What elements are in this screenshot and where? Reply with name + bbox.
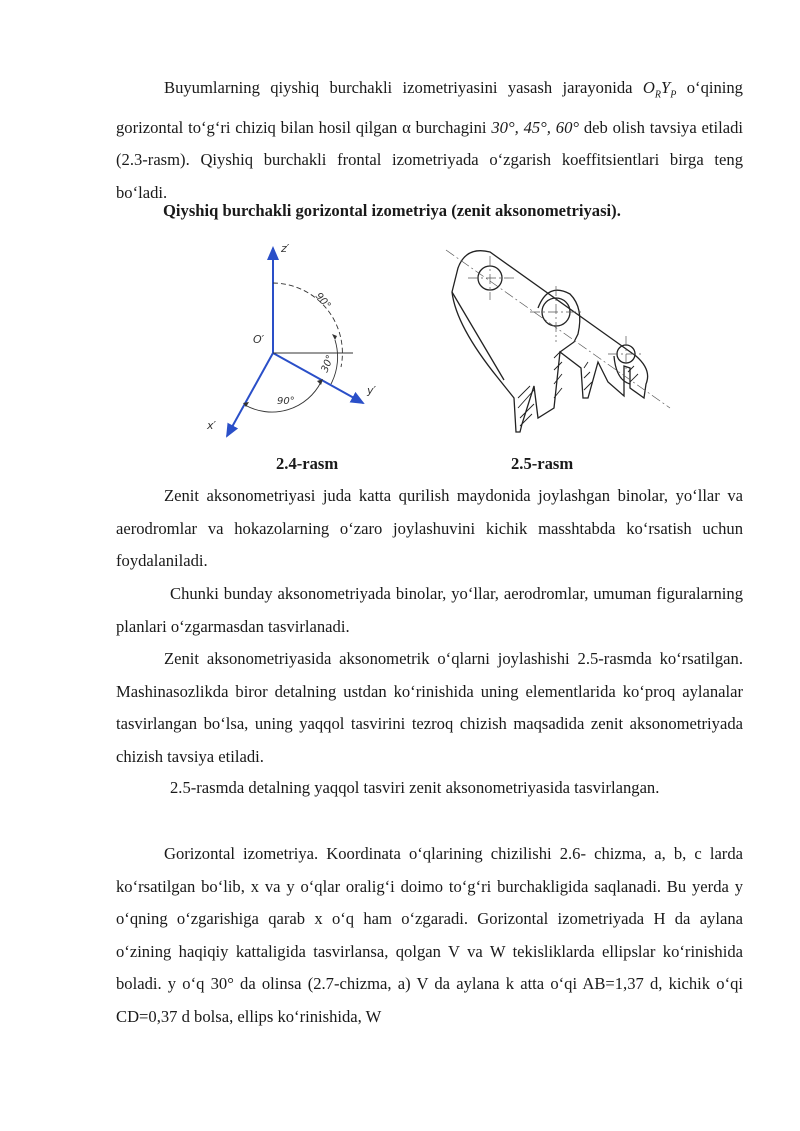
- label-angle-bottom: 90°: [277, 396, 295, 407]
- paragraph-3: Chunki bunday aksonometriyada binolar, yo‘llar, aerodromlar, umuman figuralarning planlari o‘zgarmasdan tasvirlanadi.: [116, 584, 743, 636]
- label-angle-mid: 30°: [319, 353, 337, 375]
- figure-2-5-part: [438, 238, 678, 438]
- paragraph-1-angles: 30°, 45°, 60°: [491, 117, 580, 137]
- label-y: y′: [367, 384, 377, 397]
- axis-subscript-r: R: [654, 89, 662, 101]
- axis-symbol-o: O: [642, 78, 655, 97]
- paragraph-6: Gorizontal izometriya. Koordinata o‘qlarining chizilishi 2.6- chizma, a, b, c larda ko‘rsatilgan bo‘lib, x va y o‘qlar oralig‘i doimo to‘g‘ri burchakligida saqlanadi. Bu yerda y o‘qning o‘zgarishiga qarab x o‘q ham o‘zgaradi. Gorizontal izometriyada H da aylana o‘zining haqiqiy kattaligida tasvirlansa, qolgan V va W tekisliklarda ellipslar ko‘rinishida boladi. y o‘q 30° da olinsa (2.7-chizma, a) V da aylana k atta o‘qi AB=1,37 d, kichik o‘qi CD=0,37 d bolsa, ellips ko‘rinishida, W: [116, 844, 743, 1026]
- label-x: x′: [207, 419, 217, 432]
- x-axis: [227, 353, 273, 436]
- paragraph-5: 2.5-rasmda detalning yaqqol tasviri zenit aksonometriyasida tasvirlangan.: [170, 778, 660, 797]
- paragraph-1-text-a: Buyumlarning qiyshiq burchakli izometriyasini yasash jarayonida: [164, 78, 643, 97]
- section-heading: Qiyshiq burchakli gorizontal izometriya (zenit aksonometriyasi).: [163, 201, 621, 220]
- figure-2-4-axes: [195, 236, 395, 446]
- paragraph-4: Zenit aksonometriyasida aksonometrik o‘qlarni joylashishi 2.5-rasmda ko‘rsatilgan. Mashinasozlikda biror detalning ustdan ko‘rinishida uning elementlarida ko‘proq aylanalar tasvirlangan bo‘lsa, uning yaqqol tasvirini tezroq chizish maqsadida zenit aksonometriyada chizish tavsiya etiladi.: [116, 649, 743, 766]
- axis-symbol-y: Y: [661, 78, 671, 97]
- axis-subscript-p: P: [670, 89, 677, 101]
- figure-2-5-caption: 2.5-rasm: [511, 454, 574, 473]
- label-z: z′: [281, 242, 290, 255]
- label-angle-top: 90°: [312, 290, 333, 312]
- figure-2-4-caption: 2.4-rasm: [276, 454, 339, 473]
- paragraph-1-text-b: o‘qining gorizontal to‘g‘ri chiziq bilan hosil qilgan α burchagini: [116, 78, 743, 137]
- label-origin: O′: [253, 333, 265, 346]
- paragraph-1: [116, 72, 743, 209]
- paragraph-1-text-c: deb olish tavsiya etiladi (2.3-rasm). Qiyshiq burchakli frontal izometriyada o‘zgarish koeffitsientlari birga teng bo‘ladi.: [116, 117, 744, 202]
- paragraph-2: Zenit aksonometriyasi juda katta qurilish maydonida joylashgan binolar, yo‘llar va aerodromlar va hokazolarning o‘zaro joylashuvini kichik masshtabda ko‘rsatish uchun foydalaniladi.: [116, 486, 743, 570]
